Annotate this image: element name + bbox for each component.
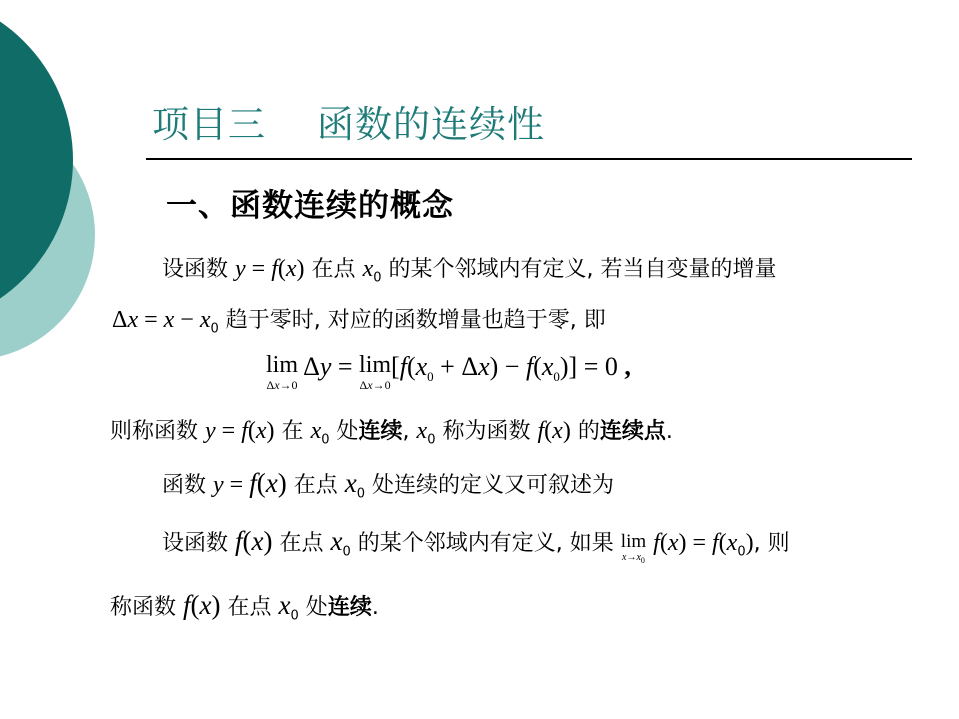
math-y-eq-fx: y bbox=[235, 256, 246, 282]
formula-comma: , bbox=[624, 352, 631, 381]
text: 则称函数 bbox=[110, 419, 199, 444]
text: 的 bbox=[577, 419, 600, 444]
bold-term-continuous: 连续 bbox=[358, 419, 403, 444]
text: 设函数 bbox=[162, 257, 229, 282]
text: 函数 bbox=[162, 473, 207, 498]
text: 处 bbox=[336, 419, 359, 444]
paragraph-line-3: 则称函数 y = f(x) 在 $x_0$ 处连续, $x_0$ 称为函数 f(x) 的连续点. bbox=[110, 418, 673, 448]
section-heading: 一、函数连续的概念 bbox=[166, 188, 454, 224]
text: . bbox=[665, 419, 673, 444]
text: , 则 bbox=[753, 531, 790, 556]
text: 趋于零时, 对应的函数增量也趋于零, 即 bbox=[225, 308, 606, 333]
text: 处连续的定义又可叙述为 bbox=[372, 473, 615, 498]
text: 称为函数 bbox=[442, 419, 531, 444]
bold-term-continuity-point: 连续点 bbox=[599, 419, 666, 444]
text: 的某个邻域内有定义, 如果 bbox=[357, 531, 614, 556]
text: 在点 bbox=[293, 473, 338, 498]
text: 处 bbox=[305, 595, 328, 620]
math-x0: x bbox=[362, 256, 374, 282]
bold-term-continuous: 连续 bbox=[327, 595, 372, 620]
text: 在点 bbox=[311, 257, 356, 282]
text: 的某个邻域内有定义, 若当自变量的增量 bbox=[388, 257, 777, 282]
text: . bbox=[371, 595, 379, 620]
paragraph-line-2: $\Delta x = x - x_0$ 趋于零时, 对应的函数增量也趋于零, 即 bbox=[112, 307, 606, 337]
text: 在 bbox=[281, 419, 304, 444]
limit-formula: lim Δx→0 Δy = lim Δx→0 $[f(x_0 + \Delta x) - f(x_0)] = 0$ , bbox=[266, 352, 631, 392]
text: 设函数 bbox=[162, 531, 229, 556]
paragraph-line-4: 函数 y = f(x) 在点 $x_0$ 处连续的定义又可叙述为 bbox=[162, 468, 615, 502]
slide-title: 项目三 函数的连续性 bbox=[152, 103, 546, 146]
text: 在点 bbox=[279, 531, 324, 556]
paragraph-line-1: 设函数 y = f(x) 在点 $x_0$ 的某个邻域内有定义, 若当自变量的增量 bbox=[162, 256, 777, 286]
paragraph-line-5: 设函数 f(x) 在点 $x_0$ 的某个邻域内有定义, 如果 lim $x\to x_0$ $f(x) = f(x_0)$, 则 bbox=[162, 526, 790, 565]
text: , bbox=[402, 419, 410, 444]
math-delta-x: Δ bbox=[112, 307, 128, 333]
text: 在点 bbox=[227, 595, 272, 620]
text: 称函数 bbox=[110, 595, 177, 620]
paragraph-line-6: 称函数 f(x) 在点 $x_0$ 处连续. bbox=[110, 590, 379, 624]
title-divider bbox=[146, 158, 912, 160]
